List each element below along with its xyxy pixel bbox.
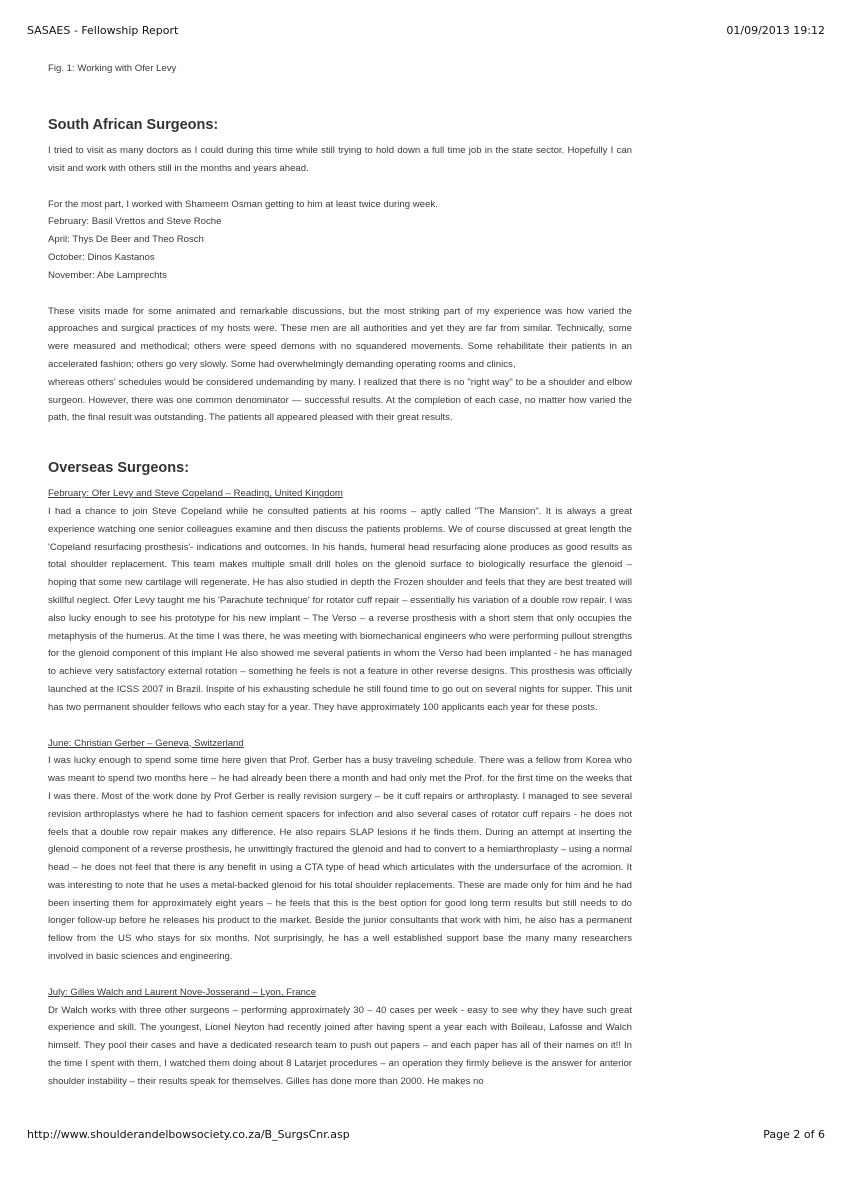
figure-caption: Fig. 1: Working with Ofer Levy bbox=[48, 63, 177, 74]
list-item: February: Basil Vrettos and Steve Roche bbox=[48, 216, 222, 228]
section-heading-south-african: South African Surgeons: bbox=[48, 117, 219, 133]
paragraph: I tried to visit as many doctors as I could during this time while still trying to hold down a full time job in the state sector. Hopefully I can visit and work with others still in the months and years ahead. bbox=[48, 145, 632, 174]
paragraph: I had a chance to join Steve Copeland while he consulted patients at his rooms – aptly called "The Mansion". It is always a great experience watching one senior colleagues examine and then discuss the patients problems. We of course discussed at great length the 'Copeland resurfacing prosthesis'- indications and outcomes. In his hands, humeral head resurfacing alone produces as good results as total shoulder replacement. This team makes multiple small drill holes on the glenoid surface to biologically resurface the glenoid – hoping that some new cartilage will regenerate. He has also studied in depth the Frozen shoulder and feels that they are best treated will skillful neglect. Ofer Levy taught me his 'Parachute technique' for rotator cuff repair – essentially his variation of a double row repair. I was also lucky enough to see his prototype for his new implant – The Verso – a reverse prosthesis with a short stem that only occupies the metaphysis of the humerus. At the time I was there, he was meeting with biomechanical engineers who were performing pullout strengths for the glenoid component of this implant He also showed me several patients in whom the Verso had been implanted - he has managed to achieve very satisfactory external rotation – something he feels is not a feature in other reverse designs. This prosthesis was officially launched at the ICSS 2007 in Brazil. Inspite of his exhausting schedule he still found time to go out on several nights for supper. This unit has two permanent shoulder fellows who each stay for a year. They have approximately 100 applicants each year for these posts. bbox=[48, 505, 632, 713]
list-item: October: Dinos Kastanos bbox=[48, 251, 155, 263]
header-title: SASAES - Fellowship Report bbox=[27, 24, 179, 37]
paragraph: These visits made for some animated and remarkable discussions, but the most striking part of my experience was how varied the approaches and surgical practices of my hosts were. These men are all authorities and yet they are far from similar. Technically, some were measured and methodical; others were speed demons with no squandered movements. Some rehabilitate their patients in an accelerated fashion; others go very slowly. Some had overwhelmingly demanding operating rooms and clinics, bbox=[48, 305, 632, 370]
list-item: April: Thys De Beer and Theo Rosch bbox=[48, 234, 204, 246]
visit-list bbox=[48, 213, 632, 284]
visit-subheading: February: Ofer Levy and Steve Copeland – Reading, United Kingdom bbox=[48, 488, 343, 500]
paragraph: For the most part, I worked with Shameem Osman getting to him at least twice during week. bbox=[48, 198, 438, 210]
page-content bbox=[48, 62, 632, 1091]
paragraph: I was lucky enough to spend some time here given that Prof. Gerber has a busy traveling schedule. There was a fellow from Korea who was meant to spend two months here – he had already been there a month and had only met the Prof. for the first time on the weeks that I was there. Most of the work done by Prof Gerber is really revision surgery – be it cuff repairs or arthroplasty. I managed to see several revision arthroplastys where he had to fashion cement spacers for infection and also several cases of rotator cuff repairs - he does not feels that a double row repair makes any difference. He also repairs SLAP lesions if he finds them. During an attempt at inserting the glenoid component of a reverse prosthesis, he unwittingly fractured the glenoid and had to convert to a hemiarthroplasty – using a normal head – he does not feel that there is any benefit in using a CTA type of head which articulates with the undersurface of the acromion. It was interesting to note that he uses a metal-backed glenoid for his total shoulder replacements. These are made only for him and he had been inserting them for approximately eight years – he feels that this is the best option for good long term results but still needs to do longer follow-up before he releases his product to the market. Beside the junior consultants that work with him, he also has a permanent fellow from the US who stays for six months. Not surprisingly, he has a well established support base the many many researchers involved in basic sciences and engineering. bbox=[48, 755, 632, 963]
footer-url: http://www.shoulderandelbowsociety.co.za/B_SurgsCnr.asp bbox=[27, 1128, 350, 1141]
paragraph: Dr Walch works with three other surgeons – performing approximately 30 – 40 cases per week - easy to see why they have such great experience and skill. The youngest, Lionel Neyton had recently joined after having spent a year each with Boileau, Lafosse and Walch himself. They pool their cases and have a dedicated research team to push out papers – and each paper has all of their names on it!! In the time I spent with them, I watched them doing about 8 Latarjet procedures – an operation they firmly believe is the answer for anterior shoulder instability – their results speak for themselves. Gilles has done more than 2000. He makes no bbox=[48, 1004, 632, 1087]
print-footer bbox=[0, 1128, 849, 1141]
visit-subheading: July: Gilles Walch and Laurent Nove-Josserand – Lyon, France bbox=[48, 986, 317, 998]
section-heading-overseas: Overseas Surgeons: bbox=[48, 460, 190, 477]
list-item: November: Abe Lamprechts bbox=[48, 269, 167, 281]
footer-page-number: Page 2 of 6 bbox=[763, 1128, 825, 1141]
header-datetime: 01/09/2013 19:12 bbox=[726, 24, 825, 37]
print-header bbox=[0, 24, 849, 37]
paragraph: whereas others' schedules would be considered undemanding by many. I realized that there is no "right way" to be a shoulder and elbow surgeon. However, there was one common denominator — successful results. At the completion of each case, no matter how varied the path, the final result was outstanding. The patients all appeared pleased with their great results. bbox=[48, 376, 632, 424]
visit-subheading: June: Christian Gerber – Geneva, Switzerland bbox=[48, 737, 244, 749]
